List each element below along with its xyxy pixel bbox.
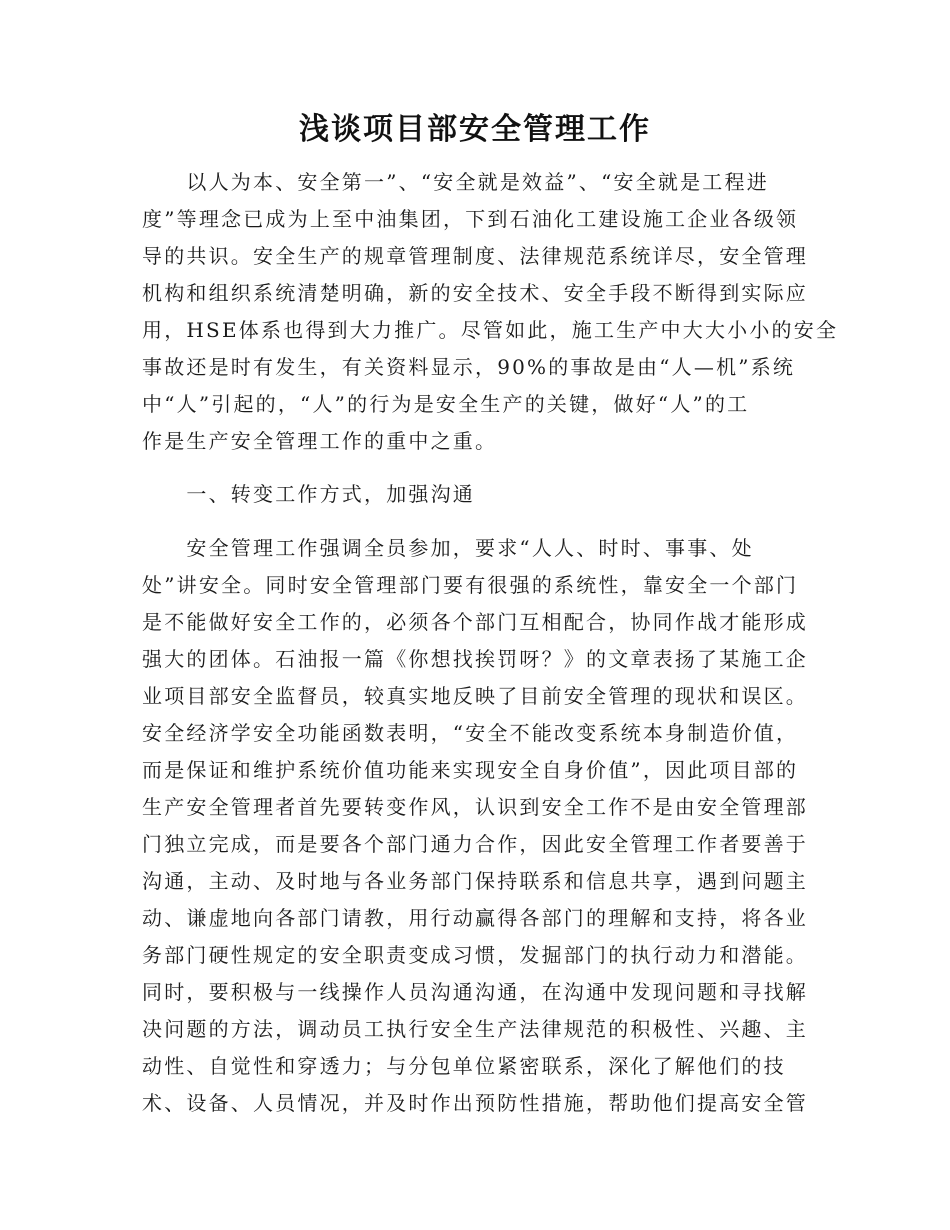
body-line: 事故还是时有发生，有关资料显示，90%的事故是由“人—机”系统 bbox=[142, 355, 796, 379]
body-line: 强大的团体。石油报一篇《你想找挨罚呀？》的文章表扬了某施工企 bbox=[142, 647, 808, 671]
body-line: 生产安全管理者首先要转变作风，认识到安全工作不是由安全管理部 bbox=[142, 795, 808, 819]
body-line: 用，HSE体系也得到大力推广。尽管如此，施工生产中大大小小的安全 bbox=[142, 318, 839, 342]
section-heading: 一、转变工作方式，加强沟通 bbox=[142, 482, 475, 506]
body-line: 术、设备、人员情况，并及时作出预防性措施，帮助他们提高安全管 bbox=[142, 1091, 808, 1115]
body-line: 务部门硬性规定的安全职责变成习惯，发掘部门的执行动力和潜能。 bbox=[142, 943, 808, 967]
body-line: 动、谦虚地向各部门请教，用行动赢得各部门的理解和支持，将各业 bbox=[142, 906, 808, 930]
body-line: 机构和组织系统清楚明确，新的安全技术、安全手段不断得到实际应 bbox=[142, 281, 808, 305]
body-line: 而是保证和维护系统价值功能来实现安全自身价值”，因此项目部的 bbox=[142, 758, 799, 782]
body-line: 业项目部安全监督员，较真实地反映了目前安全管理的现状和误区。 bbox=[142, 684, 808, 708]
body-line: 决问题的方法，调动员工执行安全生产法律规范的积极性、兴趣、主 bbox=[142, 1017, 808, 1041]
body-line: 度”等理念已成为上至中油集团，下到石油化工建设施工企业各级领 bbox=[142, 207, 799, 231]
body-line: 导的共识。安全生产的规章管理制度、法律规范系统详尽，安全管理 bbox=[142, 244, 808, 268]
body-line: 中“人”引起的，“人”的行为是安全生产的关键，做好“人”的工 bbox=[142, 392, 750, 416]
body-line: 安全管理工作强调全员参加，要求“人人、时时、事事、处 bbox=[142, 536, 754, 560]
body-line: 处”讲安全。同时安全管理部门要有很强的系统性，靠安全一个部门 bbox=[142, 573, 799, 597]
body-line: 沟通，主动、及时地与各业务部门保持联系和信息共享，遇到问题主 bbox=[142, 869, 808, 893]
body-line: 门独立完成，而是要各个部门通力合作，因此安全管理工作者要善于 bbox=[142, 832, 808, 856]
body-line: 同时，要积极与一线操作人员沟通沟通，在沟通中发现问题和寻找解 bbox=[142, 980, 808, 1004]
document-title: 浅谈项目部安全管理工作 bbox=[299, 112, 651, 147]
body-line: 动性、自觉性和穿透力；与分包单位紧密联系，深化了解他们的技 bbox=[142, 1054, 786, 1078]
body-line: 以人为本、安全第一”、“安全就是效益”、“安全就是工程进 bbox=[142, 170, 769, 194]
body-line: 作是生产安全管理工作的重中之重。 bbox=[142, 429, 498, 453]
body-line: 是不能做好安全工作的，必须各个部门互相配合，协同作战才能形成 bbox=[142, 610, 808, 634]
body-line: 安全经济学安全功能函数表明，“安全不能改变系统本身制造价值， bbox=[142, 721, 799, 745]
